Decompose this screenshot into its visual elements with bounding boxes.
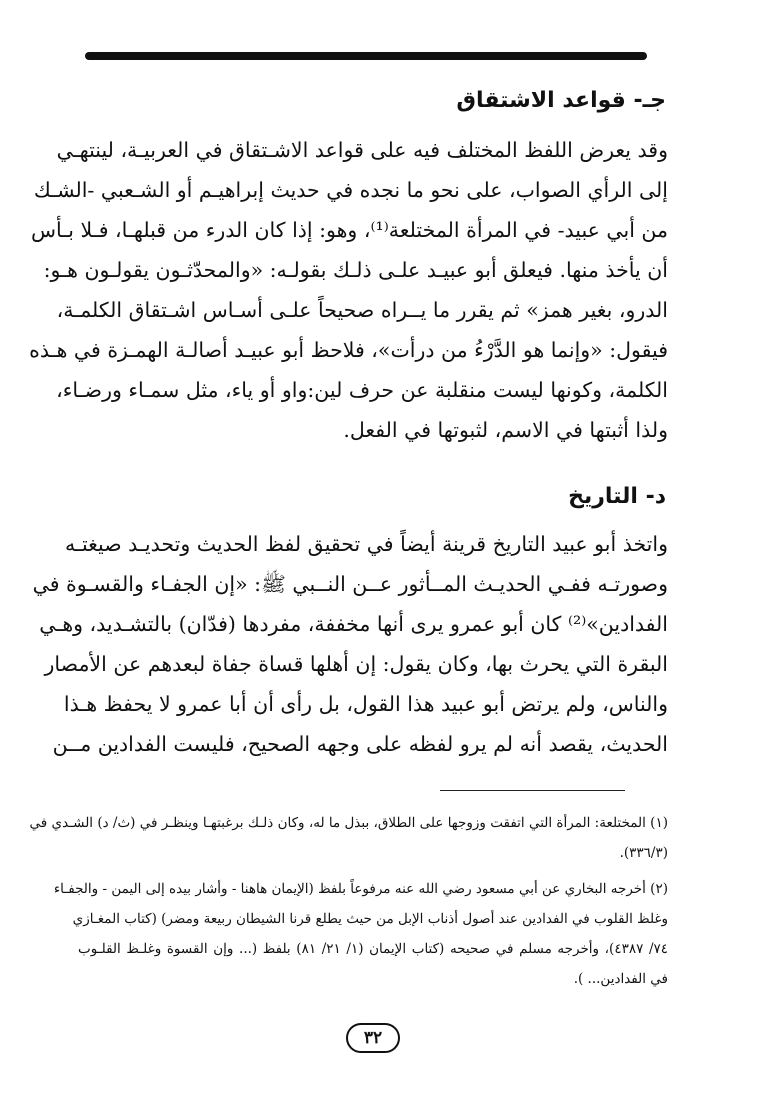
footnote-separator	[440, 790, 625, 791]
body-line: الكلمة، وكونها ليست منقلبة عن حرف لين:واو أو ياء، مثل سمـاء ورضـاء،	[56, 378, 668, 402]
body-line: إلى الرأي الصواب، على نحو ما نجده في حديث إبراهيـم أو الشـعبي -الشـك	[33, 178, 668, 202]
page-number: ٣٢	[346, 1023, 400, 1053]
top-rule	[85, 52, 647, 60]
footnote-2-line: وغلظ القلوب في الفدادين عند أصول أذناب الإبل من حيث يطلع قرنا الشيطان ربيعة ومضر) (كتاب المغـازي	[72, 911, 668, 927]
body-line: فيقول: «وإنما هو الدَّرْءُ من درأت»، فلاحظ أبو عبيـد أصالـة الهمـزة في هـذه	[29, 338, 668, 362]
section-c-heading: جـ- قواعد الاشتقاق	[456, 88, 666, 113]
body-line: الفدادين»⁽²⁾ كان أبو عمرو يرى أنها مخففة، مفردها (فدّان) بالتشـديد، وهـي	[39, 612, 668, 636]
section-c-body	[29, 130, 668, 450]
body-line: واتخذ أبو عبيد التاريخ قرينة أيضاً في تحقيق لفظ الحديث وتحديـد صيغتـه	[64, 532, 668, 556]
body-line: ولذا أثبتها في الاسم، لثبوتها في الفعل.	[343, 418, 668, 442]
footnote-1-line: (٣٣٦/٣).	[619, 845, 668, 861]
body-line: أن يأخذ منها. فيعلق أبو عبيـد علـى ذلـك بقولـه: «والمحدّثـون يقولـون هـو:	[43, 258, 668, 282]
body-line: والناس، ولم يرتض أبو عبيد هذا القول، بل رأى أن أبا عمرو لا يحفظ هـذا	[63, 692, 668, 716]
footnotes	[29, 808, 669, 994]
footnote-2-line: (٢) أخرجه البخاري عن أبي مسعود رضي الله عنه مرفوعاً بلفظ (الإيمان هاهنا - وأشار بيده إلى اليمن - والجفـاء	[53, 881, 668, 897]
section-d-heading: د- التاريخ	[568, 484, 666, 509]
footnote-2-line: ٧٤/ ٤٣٨٧)، وأخرجه مسلم في صحيحه (كتاب الإيمان (١/ ٢١/ ٨١) بلفظ (... وإن القسوة وغلـظ القلـوب	[78, 941, 669, 957]
body-line: وقد يعرض اللفظ المختلف فيه على قواعد الاشـتقاق في العربيـة، لينتهـي	[56, 138, 668, 162]
body-line: وصورتـه ففـي الحديـث المــأثور عــن النــبي ﷺ: «إن الجفـاء والقسـوة في	[32, 572, 668, 596]
footnote-2-line: في الفدادين... ).	[573, 971, 668, 987]
body-line: البقرة التي يحرث بها، وكان يقول: إن أهلها قساة جفاة لبعدهم عن الأمصار	[44, 652, 668, 676]
body-line: من أبي عبيد- في المرأة المختلعة⁽¹⁾، وهو: إذا كان الدرء من قبلهـا، فـلا بـأس	[30, 218, 668, 242]
body-line: الحديث، يقصد أنه لم يرو لفظه على وجهه الصحيح، فليست الفدادين مــن	[52, 732, 668, 756]
body-line: الدرو، بغير همز» ثم يقرر ما يــراه صحيحاً علـى أسـاس اشـتقاق الكلمـة،	[56, 298, 668, 322]
footnote-1-line: (١) المختلعة: المرأة التي اتفقت وزوجها على الطلاق، ببذل ما له، وكان ذلـك برغبتهـا وينظـر في (ث/ د) الشـدي في	[29, 815, 668, 831]
section-d-body	[32, 524, 668, 764]
